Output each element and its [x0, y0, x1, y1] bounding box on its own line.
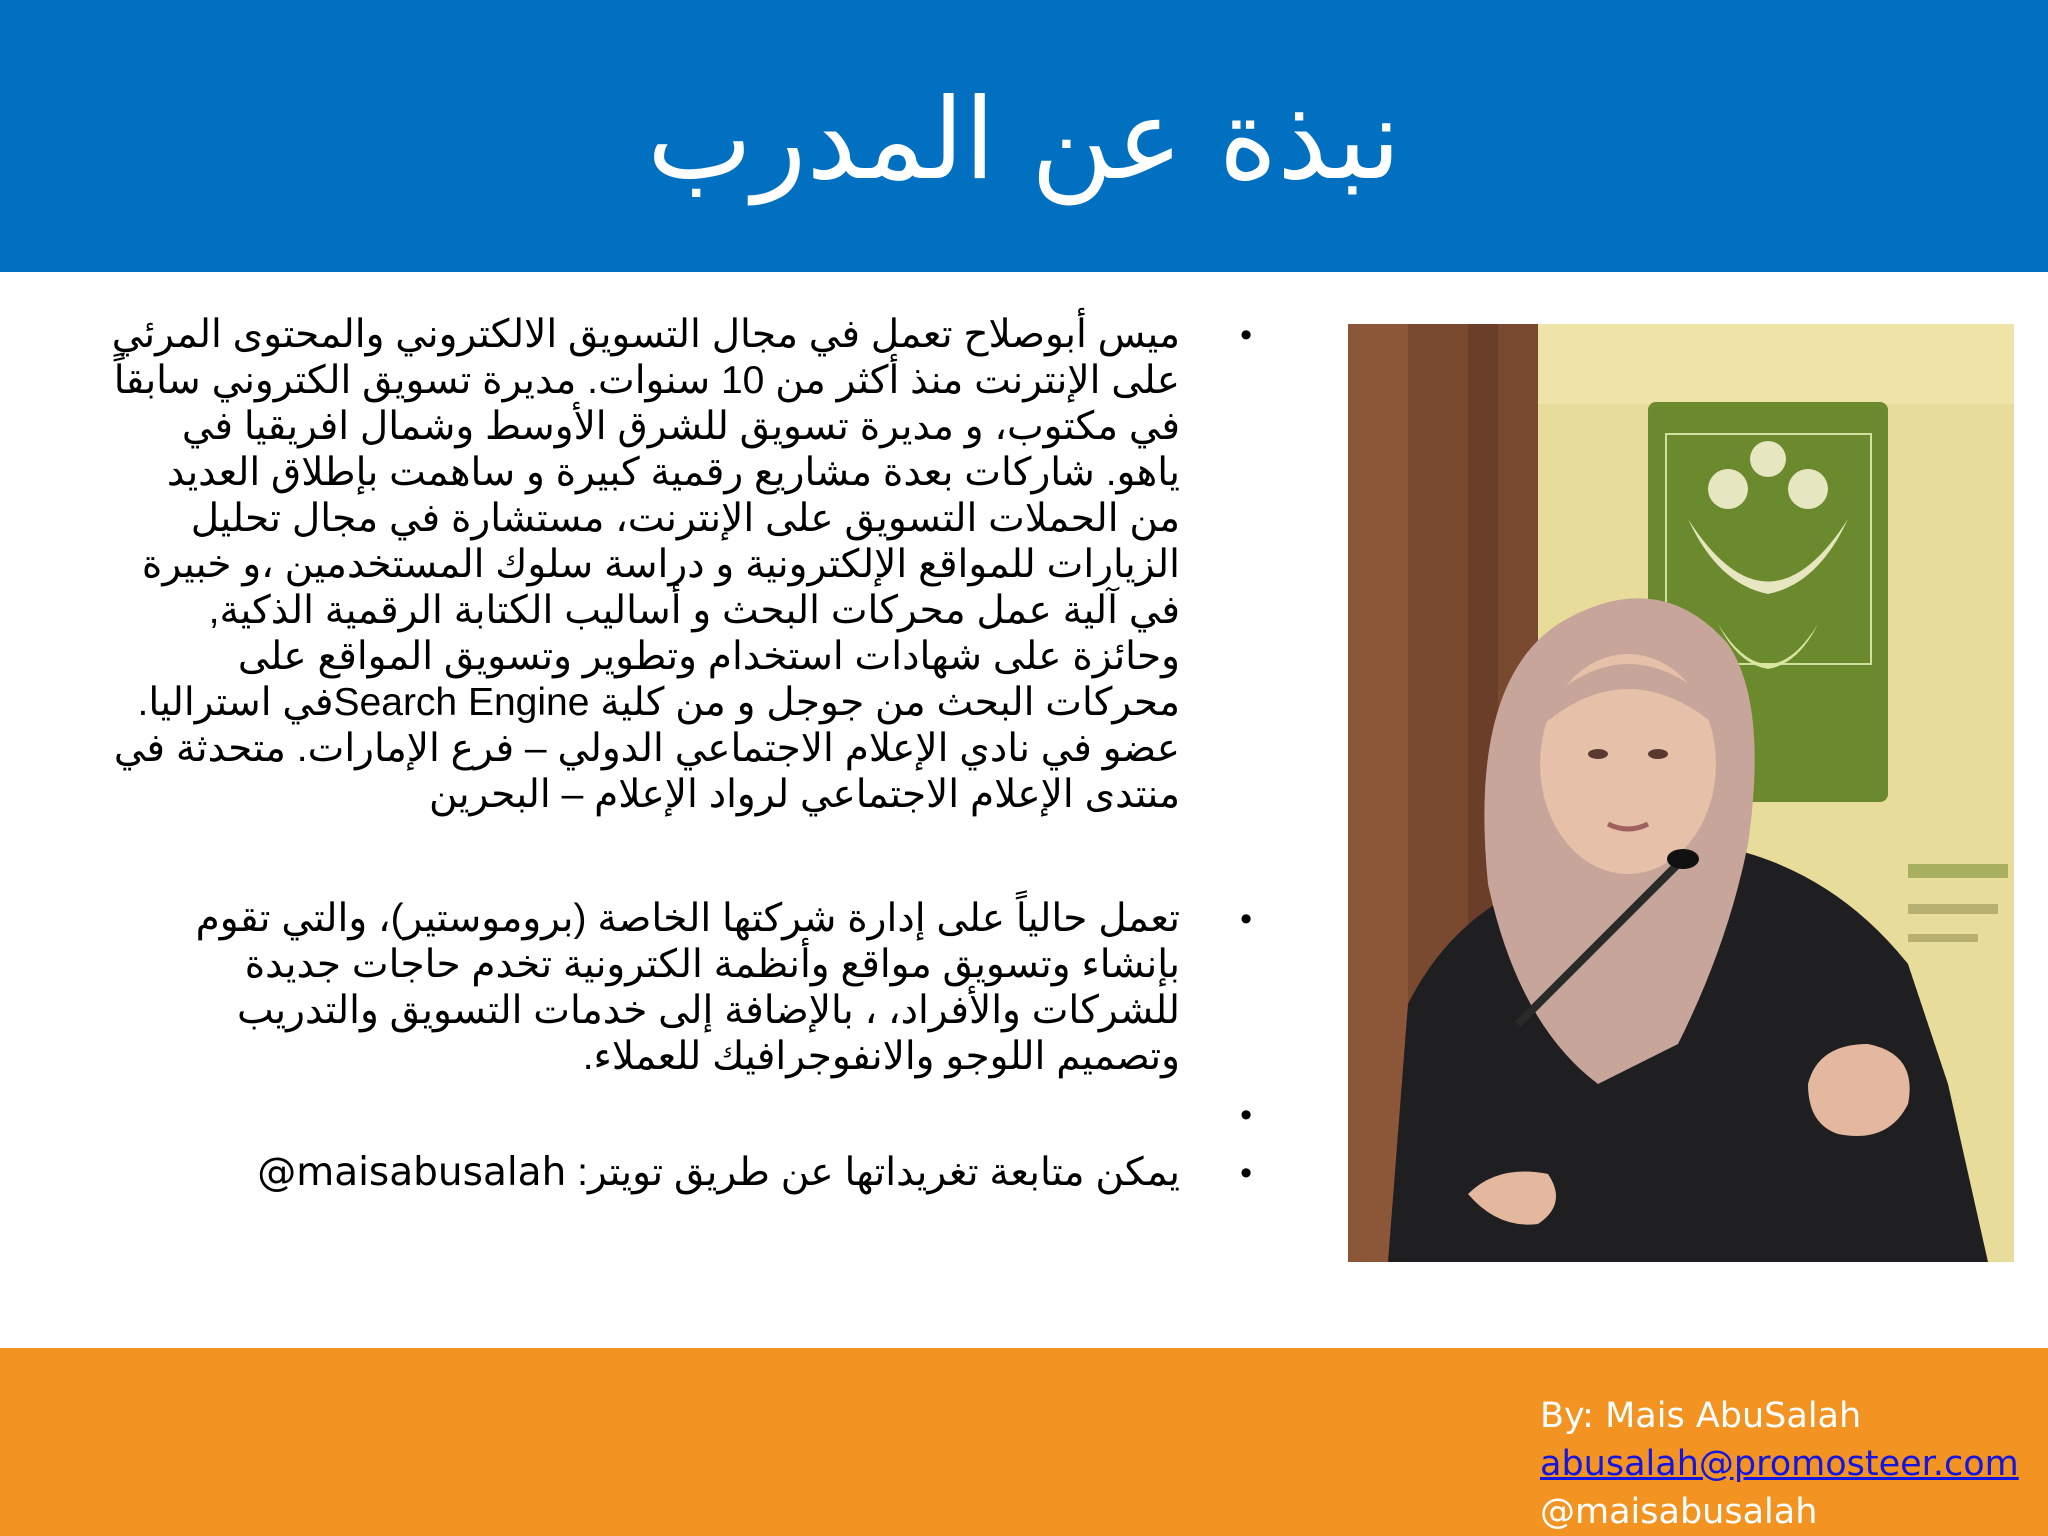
- bio-bullet-empty: [110, 1092, 1260, 1138]
- bio-bullet-current-work: [110, 896, 1260, 1080]
- slide-title: نبذة عن المدرب: [646, 75, 1402, 205]
- trainer-photo: [1348, 324, 2014, 1262]
- bio-content: [110, 312, 1260, 1196]
- bullet-dot: •: [1240, 1096, 1252, 1134]
- bio-bullet-current-work-text: تعمل حالياً على إدارة شركتها الخاصة (بروموستير)، والتي تقوم بإنشاء وتسويق مواقع وأنظمة الكترونية تخدم حاجات جديدة للشركات والأفراد، ، بالإضافة إلى خدمات التسويق والتدريب وتصميم اللوجو والانفوجرافيك للعملاء.: [195, 897, 1180, 1078]
- twitter-handle: @maisabusalah: [257, 1150, 567, 1195]
- trainer-photo-illustration: [1348, 324, 2014, 1262]
- title-bar: [0, 0, 2048, 272]
- bio-bullet-twitter: [110, 1150, 1260, 1196]
- footer-credits: [1540, 1392, 2019, 1536]
- bio-bullet-twitter-text: يمكن متابعة تغريداتها عن طريق تويتر:: [566, 1151, 1180, 1194]
- footer-email-link[interactable]: abusalah@promosteer.com: [1540, 1444, 2019, 1484]
- bullet-dot: •: [1240, 316, 1252, 354]
- bio-bullet-background: [110, 312, 1260, 818]
- bullet-dot: •: [1240, 900, 1252, 938]
- bio-bullet-background-text: ميس أبوصلاح تعمل في مجال التسويق الالكتروني والمحتوى المرئي على الإنترنت منذ أكثر من 10 سنوات. مديرة تسويق الكتروني سابقاً في مكتوب، و مديرة تسويق للشرق الأوسط وشمال افريقيا في ياهو. شاركات بعدة مشاريع رقمية كبيرة و ساهمت بإطلاق العديد من الحملات التسويق على الإنترنت، مستشارة في مجال تحليل الزيارات للمواقع الإلكترونية و دراسة سلوك المستخدمين ،و خبيرة في آلية عمل محركات البحث و أساليب الكتابة الرقمية الذكية, وحائزة على شهادات استخدام وتطوير وتسويق المواقع على محركات البحث من جوجل و من كلية Search Engineفي استراليا. عضو في نادي الإعلام الاجتماعي الدولي – فرع الإمارات. متحدثة في منتدى الإعلام الاجتماعي لرواد الإعلام – البحرين: [111, 313, 1180, 816]
- bullet-dot: •: [1240, 1154, 1252, 1192]
- footer-twitter: @maisabusalah: [1540, 1492, 1818, 1532]
- footer-author: By: Mais AbuSalah: [1540, 1396, 1862, 1436]
